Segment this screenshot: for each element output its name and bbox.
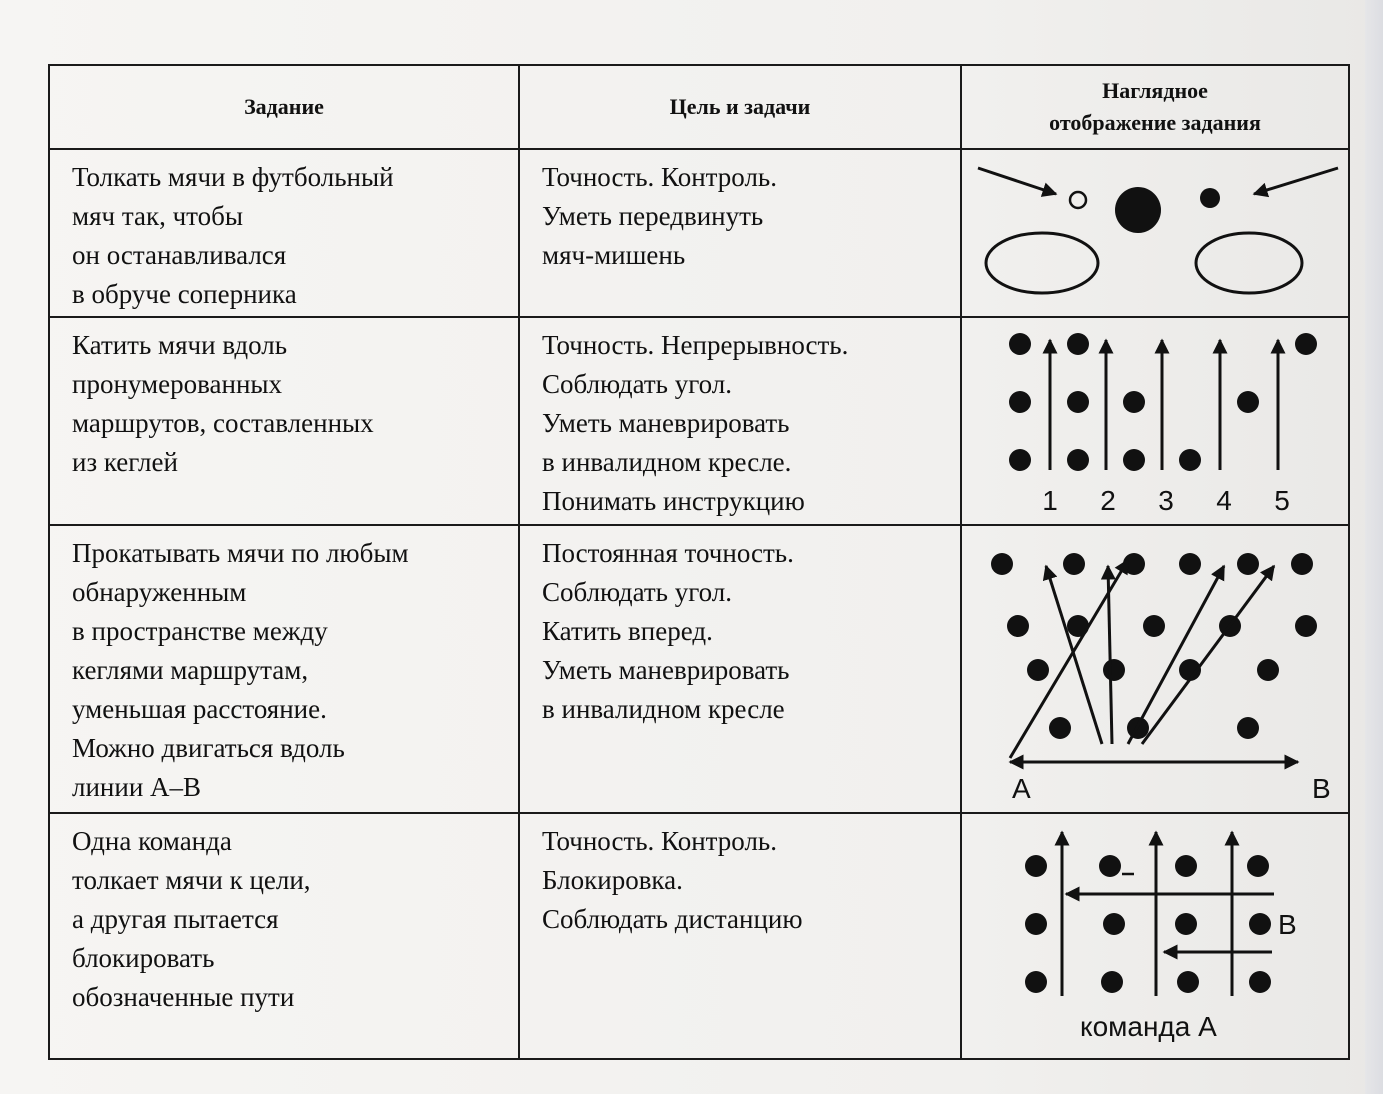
task-line: Можно двигаться вдоль — [72, 733, 345, 763]
pin-icon — [1291, 553, 1313, 575]
route-number-5: 5 — [1274, 485, 1290, 516]
task-line: из кеглей — [72, 447, 178, 477]
pin-icon — [1249, 913, 1271, 935]
goal-line: Точность. Контроль. — [542, 826, 777, 856]
pin-icon — [1009, 449, 1031, 471]
route-number-3: 3 — [1158, 485, 1174, 516]
task-line: обозначенные пути — [72, 982, 295, 1012]
header-task: Задание — [49, 65, 519, 149]
task-line: в обруче соперника — [72, 279, 297, 309]
pin-icon — [1009, 391, 1031, 413]
label-b: B — [1278, 909, 1297, 940]
goal-line: в инвалидном кресле. — [542, 447, 792, 477]
arrow-right-icon — [1254, 168, 1338, 194]
header-row — [49, 65, 1349, 149]
task-line: кеглями маршрутам, — [72, 655, 309, 685]
table-row — [49, 317, 1349, 525]
goal-line: Точность. Непрерывность. — [542, 330, 849, 360]
exercise-table — [48, 64, 1350, 1060]
pin-icon — [1175, 913, 1197, 935]
table-row — [49, 149, 1349, 317]
pin-icon — [1063, 553, 1085, 575]
diagram-cell-1 — [961, 149, 1349, 317]
pin-icon — [1237, 717, 1259, 739]
task-line: Прокатывать мячи по любым — [72, 538, 409, 568]
pin-icon — [1257, 659, 1279, 681]
goal-line: Соблюдать угол. — [542, 577, 733, 607]
hoop-left-icon — [986, 233, 1098, 293]
pin-icon — [1237, 553, 1259, 575]
label-team-a: команда А — [1080, 1011, 1217, 1042]
task-cell — [49, 149, 519, 317]
pin-icon — [1237, 391, 1259, 413]
goal-line: Точность. Контроль. — [542, 162, 777, 192]
pin-icon — [1177, 971, 1199, 993]
goal-line: в инвалидном кресле — [542, 694, 785, 724]
pin-icon — [1123, 449, 1145, 471]
task-cell — [49, 317, 519, 525]
task-line: пронумерованных — [72, 369, 283, 399]
task-line: в пространстве между — [72, 616, 328, 646]
pin-icon — [1025, 855, 1047, 877]
goal-line: Катить вперед. — [542, 616, 713, 646]
goals-cell — [519, 317, 961, 525]
goal-line: Блокировка. — [542, 865, 683, 895]
task-line: уменьшая расстояние. — [72, 694, 327, 724]
pin-icon — [1067, 391, 1089, 413]
route-number-2: 2 — [1100, 485, 1116, 516]
task-line: линии А–В — [72, 772, 202, 802]
pin-icon — [1179, 553, 1201, 575]
header-goals: Цель и задачи — [519, 65, 961, 149]
pin-icon — [1295, 615, 1317, 637]
diagram-team-blocking — [962, 814, 1348, 1058]
pin-icon — [1103, 659, 1125, 681]
pin-icon — [1103, 913, 1125, 935]
goal-line: Соблюдать угол. — [542, 369, 733, 399]
goal-line: мяч-мишень — [542, 240, 686, 270]
pin-icon — [1027, 659, 1049, 681]
route-arrow — [1046, 566, 1102, 744]
ball-icon — [1200, 188, 1220, 208]
pin-icon — [1025, 971, 1047, 993]
goal-line: Уметь передвинуть — [542, 201, 764, 231]
diagram-cell-2 — [961, 317, 1349, 525]
goal-line: Соблюдать дистанцию — [542, 904, 803, 934]
task-line: он останавливался — [72, 240, 287, 270]
diagram-football-hoops — [962, 150, 1348, 316]
page-edge-shadow — [1365, 0, 1383, 1094]
header-visual-line-1: Наглядное — [1102, 78, 1208, 103]
table-row — [49, 525, 1349, 813]
route-number-4: 4 — [1216, 485, 1232, 516]
pin-icon — [991, 553, 1013, 575]
task-line: блокировать — [72, 943, 215, 973]
pin-icon — [1009, 333, 1031, 355]
pin-icon — [1143, 615, 1165, 637]
diagram-cell-4 — [961, 813, 1349, 1059]
pin-icon — [1067, 333, 1089, 355]
task-line: а другая пытается — [72, 904, 279, 934]
task-line: толкает мячи к цели, — [72, 865, 311, 895]
route-number-1: 1 — [1042, 485, 1058, 516]
task-line: Катить мячи вдоль — [72, 330, 288, 360]
pin-icon — [1049, 717, 1071, 739]
pin-icon — [1175, 855, 1197, 877]
task-cell — [49, 525, 519, 813]
pin-icon — [1007, 615, 1029, 637]
pin-icon — [1295, 333, 1317, 355]
block-arrows — [1062, 832, 1274, 996]
pin-icon — [1067, 449, 1089, 471]
pin-icon — [1123, 391, 1145, 413]
route-arrow — [1108, 566, 1112, 744]
arrow-left-icon — [978, 168, 1056, 194]
goals-cell — [519, 525, 961, 813]
goal-line: Уметь маневрировать — [542, 408, 790, 438]
pin-icon — [1179, 449, 1201, 471]
hoop-right-icon — [1196, 233, 1302, 293]
small-ball-icon — [1070, 192, 1086, 208]
goal-line: Постоянная точность. — [542, 538, 794, 568]
task-line: Толкать мячи в футбольный — [72, 162, 394, 192]
pin-icon — [1247, 855, 1269, 877]
header-visual-line-2: отображение задания — [1049, 110, 1261, 135]
goals-cell — [519, 813, 961, 1059]
table-row — [49, 813, 1349, 1059]
task-cell — [49, 813, 519, 1059]
goal-line: Уметь маневрировать — [542, 655, 790, 685]
task-line: Одна команда — [72, 826, 232, 856]
goals-cell — [519, 149, 961, 317]
header-visual — [961, 65, 1349, 149]
target-ball-icon — [1115, 187, 1161, 233]
diagram-free-routes — [962, 526, 1348, 812]
label-a: A — [1012, 773, 1031, 804]
pin-icon — [1025, 913, 1047, 935]
diagram-numbered-routes — [962, 318, 1348, 524]
diagram-cell-3 — [961, 525, 1349, 813]
label-b: B — [1312, 773, 1331, 804]
task-line: маршрутов, составленных — [72, 408, 374, 438]
goal-line: Понимать инструкцию — [542, 486, 805, 516]
task-line: мяч так, чтобы — [72, 201, 243, 231]
pins-group — [991, 553, 1317, 739]
task-line: обнаруженным — [72, 577, 247, 607]
pin-icon — [1099, 855, 1121, 877]
pin-icon — [1101, 971, 1123, 993]
pin-icon — [1249, 971, 1271, 993]
